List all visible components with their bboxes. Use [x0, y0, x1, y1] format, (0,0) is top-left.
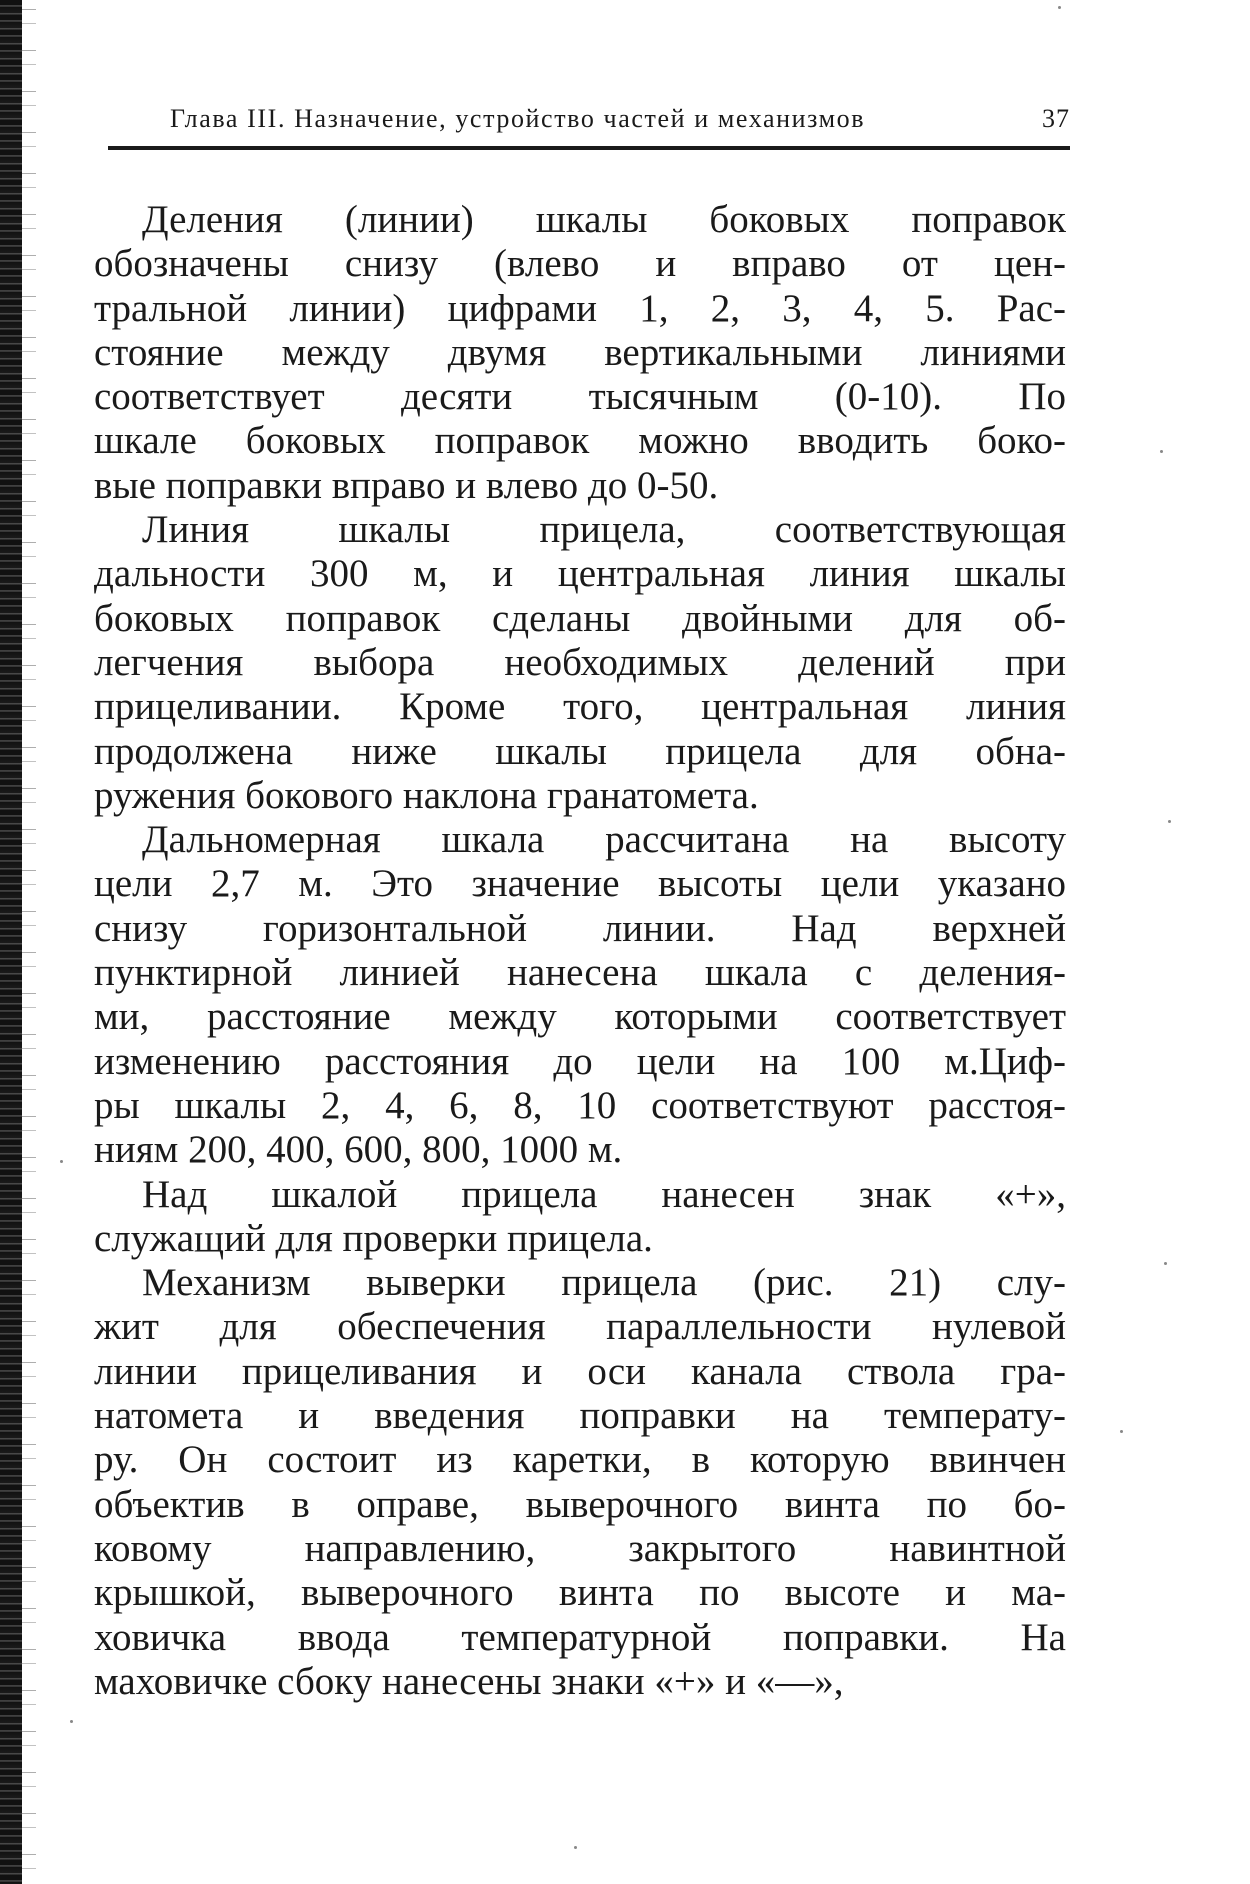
text-line: дальности 300 м, и центральная линия шкалы: [94, 552, 1066, 596]
page-number: 37: [1042, 104, 1070, 133]
paragraph: [94, 818, 1066, 1172]
text-line: шкале боковых поправок можно вводить боко-: [94, 419, 1066, 463]
text-line: крышкой, выверочного винта по высоте и ма-: [94, 1571, 1066, 1615]
text-line: натомета и введения поправки на температу-: [94, 1394, 1066, 1438]
text-line: Дальномерная шкала рассчитана на высоту: [142, 818, 1066, 862]
scan-dust-mark: [60, 1160, 63, 1163]
text-line: тральной линии) цифрами 1, 2, 3, 4, 5. Рас-: [94, 286, 1066, 330]
scan-dust-mark: [1058, 6, 1061, 9]
scan-dust-mark: [1160, 450, 1163, 453]
text-line: ниям 200, 400, 600, 800, 1000 м.: [94, 1128, 623, 1172]
scan-binding-speckle: [22, 0, 36, 1884]
text-line: вые поправки вправо и влево до 0-50.: [94, 463, 719, 507]
text-line: обозначены снизу (влево и вправо от цен-: [94, 242, 1066, 286]
text-line: изменению расстояния до цели на 100 м.Циф-: [94, 1039, 1066, 1083]
text-line: Механизм выверки прицела (рис. 21) слу-: [142, 1261, 1066, 1305]
text-line: ры шкалы 2, 4, 6, 8, 10 соответствуют расстоя-: [94, 1083, 1066, 1127]
text-line: служащий для проверки прицела.: [94, 1216, 653, 1260]
paragraph: [94, 508, 1066, 818]
body-text: [94, 198, 1066, 1704]
scan-dust-mark: [1168, 820, 1171, 823]
scan-dust-mark: [1164, 1262, 1167, 1265]
text-line: объектив в оправе, выверочного винта по бо-: [94, 1482, 1066, 1526]
text-line: ру. Он состоит из каретки, в которую ввинчен: [94, 1438, 1066, 1482]
text-line: прицеливании. Кроме того, центральная линия: [94, 685, 1066, 729]
text-line: снизу горизонтальной линии. Над верхней: [94, 906, 1066, 950]
paragraph: [94, 1173, 1066, 1262]
text-line: боковых поправок сделаны двойными для об-: [94, 596, 1066, 640]
text-line: ми, расстояние между которыми соответствует: [94, 995, 1066, 1039]
text-line: стояние между двумя вертикальными линиями: [94, 330, 1066, 374]
text-line: соответствует десяти тысячным (0-10). По: [94, 375, 1066, 419]
text-line: ружения бокового наклона гранатомета.: [94, 773, 759, 817]
text-line: Над шкалой прицела нанесен знак «+»,: [142, 1172, 1066, 1216]
text-line: жит для обеспечения параллельности нулевой: [94, 1305, 1066, 1349]
text-line: Деления (линии) шкалы боковых поправок: [142, 198, 1066, 241]
scan-dust-mark: [1120, 1430, 1123, 1433]
running-header: [110, 104, 1070, 144]
chapter-title: Глава III. Назначение, устройство частей и механизмов: [170, 104, 866, 133]
text-line: продолжена ниже шкалы прицела для обна-: [94, 729, 1066, 773]
text-line: пунктирной линией нанесена шкала с деления-: [94, 951, 1066, 995]
paragraph: [94, 198, 1066, 508]
scan-dust-mark: [574, 1846, 577, 1849]
text-line: маховичке сбоку нанесены знаки «+» и «—»,: [94, 1659, 844, 1703]
text-line: легчения выбора необходимых делений при: [94, 640, 1066, 684]
scan-binding-edge: [0, 0, 22, 1884]
header-rule: [108, 146, 1070, 150]
text-line: ховичка ввода температурной поправки. На: [94, 1615, 1066, 1659]
scan-dust-mark: [70, 1720, 73, 1723]
text-line: цели 2,7 м. Это значение высоты цели указано: [94, 862, 1066, 906]
text-line: линии прицеливания и оси канала ствола гра-: [94, 1349, 1066, 1393]
text-line: Линия шкалы прицела, соответствующая: [142, 508, 1066, 552]
text-line: ковому направлению, закрытого навинтной: [94, 1526, 1066, 1570]
paragraph: [94, 1261, 1066, 1704]
